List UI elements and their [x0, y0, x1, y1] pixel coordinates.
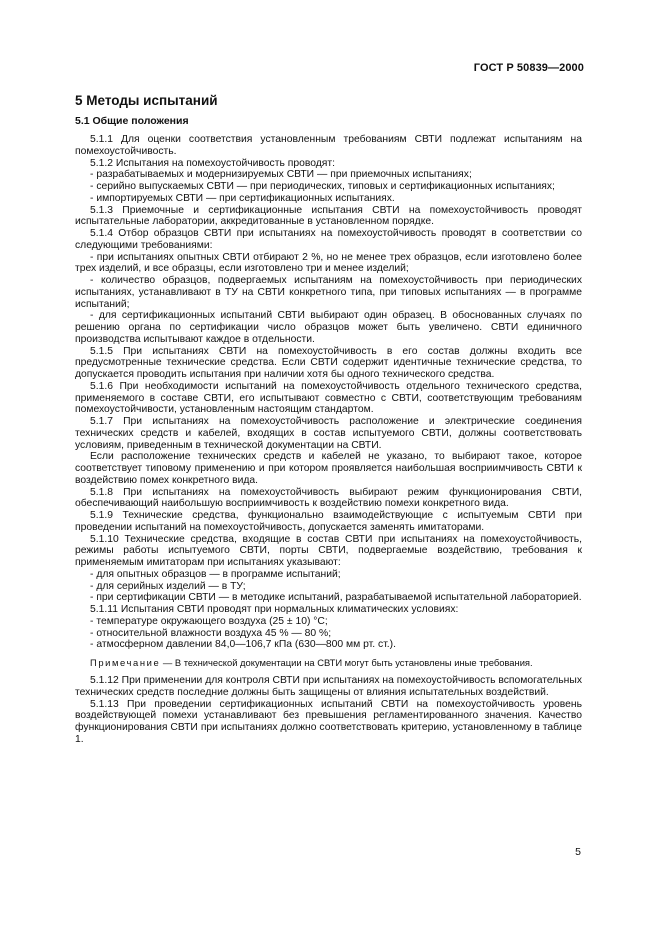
paragraph: - для сертификационных испытаний СВТИ выбирают один образец. В обоснованных случаях по решению органа по сертификации число образцов может быть увеличено. СВТИ единичного производства испытывают каждое в отдельности. — [75, 310, 582, 345]
section-title: 5 Методы испытаний — [75, 93, 218, 108]
paragraph: 5.1.12 При применении для контроля СВТИ при испытаниях на помехоустойчивость вспомогательных технических средств последние должны быть защищены от влияния испытательных воздействий. — [75, 675, 582, 698]
paragraph: - температуре окружающего воздуха (25 ± 10) °С; — [90, 615, 328, 627]
note-label: Примечание — [90, 657, 161, 668]
paragraph: 5.1.5 При испытаниях СВТИ на помехоустойчивость в его состав должны входить все предусмотренные технические средства. Если СВТИ содержит идентичные технические средства, то допускается проводить испытания при наличии хотя бы одного технического средства. — [75, 345, 582, 380]
paragraph: 5.1.10 Технические средства, входящие в состав СВТИ при испытаниях на помехоустойчивость, режимы работы испытуемого СВТИ, порты СВТИ, подвергаемые воздействию, требования к применяемым имитаторам при испытаниях указывают: — [75, 533, 582, 568]
standard-code: ГОСТ Р 50839—2000 — [473, 62, 584, 74]
paragraph: 5.1.7 При испытаниях на помехоустойчивость расположение и электрические соединения технических средств и кабелей, входящих в состав испытуемого СВТИ, должны соответствовать условиям, приведенным в технической документации на СВТИ. — [75, 416, 582, 451]
paragraph: 5.1.13 При проведении сертификационных испытаний СВТИ на помехоустойчивость уровень воздействующей помехи устанавливают без превышения регламентированного значения. Качество функционирования СВТИ при испытаниях должно соответствовать критерию, установленному в таблице 1. — [75, 698, 582, 745]
paragraph: - относительной влажности воздуха 45 % — 80 %; — [90, 627, 332, 639]
paragraph: - импортируемых СВТИ — при сертификационных испытаниях. — [90, 192, 395, 204]
paragraph-list — [75, 134, 582, 651]
paragraph: 5.1.6 При необходимости испытаний на помехоустойчивость отдельного технического средства, применяемого в составе СВТИ, его испытывают совместно с СВТИ, соответствующим требованиям помехоустойчивости, установленным настоящим стандартом. — [75, 380, 582, 416]
paragraph: 5.1.9 Технические средства, функционально взаимодействующие с испытуемым СВТИ при проведении испытаний на помехоустойчивость, допускается заменять имитаторами. — [75, 510, 582, 533]
paragraph: 5.1.3 Приемочные и сертификационные испытания СВТИ на помехоустойчивость проводят испытательные лаборатории, аккредитованные в установленном порядке. — [75, 204, 582, 228]
paragraph: 5.1.4 Отбор образцов СВТИ при испытаниях на помехоустойчивость проводят в соответствии со следующими требованиями: — [75, 228, 582, 251]
page-number: 5 — [575, 846, 581, 858]
paragraph: 5.1.1 Для оценки соответствия установленным требованиям СВТИ подлежат испытаниям на помехоустойчивость. — [75, 134, 582, 157]
page-body — [75, 90, 582, 746]
paragraph: - при испытаниях опытных СВТИ отбирают 2 %, но не менее трех образцов, если изготовлено более трех изделий, и все образцы, если изготовлено три и менее изделий; — [75, 251, 582, 275]
paragraph: - при сертификации СВТИ — в методике испытаний, разрабатываемой испытательной лабораторией. — [90, 592, 582, 604]
paragraph: - атмосферном давлении 84,0—106,7 кПа (630—800 мм рт. ст.). — [90, 639, 396, 651]
note-text: — В технической документации на СВТИ могут быть установлены иные требования. — [160, 657, 533, 668]
paragraph: Если расположение технических средств и кабелей не указано, то выбирают такое, которое соответствует типовому применению и при котором проявляется наибольшая восприимчивость СВТИ к воздействию помех конкретного вида. — [75, 451, 582, 486]
note — [75, 657, 582, 668]
paragraph: - разрабатываемых и модернизируемых СВТИ — при приемочных испытаниях; — [90, 169, 472, 181]
subsection-title: 5.1 Общие положения — [75, 115, 189, 127]
paragraph: - количество образцов, подвергаемых испытаниям на помехоустойчивость при периодических испытаниях, устанавливают в ТУ на СВТИ конкретного типа, при типовых испытаниях — в программе испытаний; — [75, 275, 582, 310]
paragraph: - для опытных образцов — в программе испытаний; — [90, 568, 341, 580]
paragraph: - для серийных изделий — в ТУ; — [90, 580, 246, 592]
paragraph: 5.1.2 Испытания на помехоустойчивость проводят: — [90, 157, 335, 169]
paragraph: 5.1.11 Испытания СВТИ проводят при нормальных климатических условиях: — [90, 604, 459, 615]
paragraph: 5.1.8 При испытаниях на помехоустойчивость выбирают режим функционирования СВТИ, обеспечивающий наибольшую восприимчивость к воздействию помехи конкретного вида. — [75, 486, 582, 510]
paragraph-list-after-note — [75, 675, 582, 746]
paragraph: - серийно выпускаемых СВТИ — при периодических, типовых и сертификационных испытаниях; — [90, 181, 555, 192]
